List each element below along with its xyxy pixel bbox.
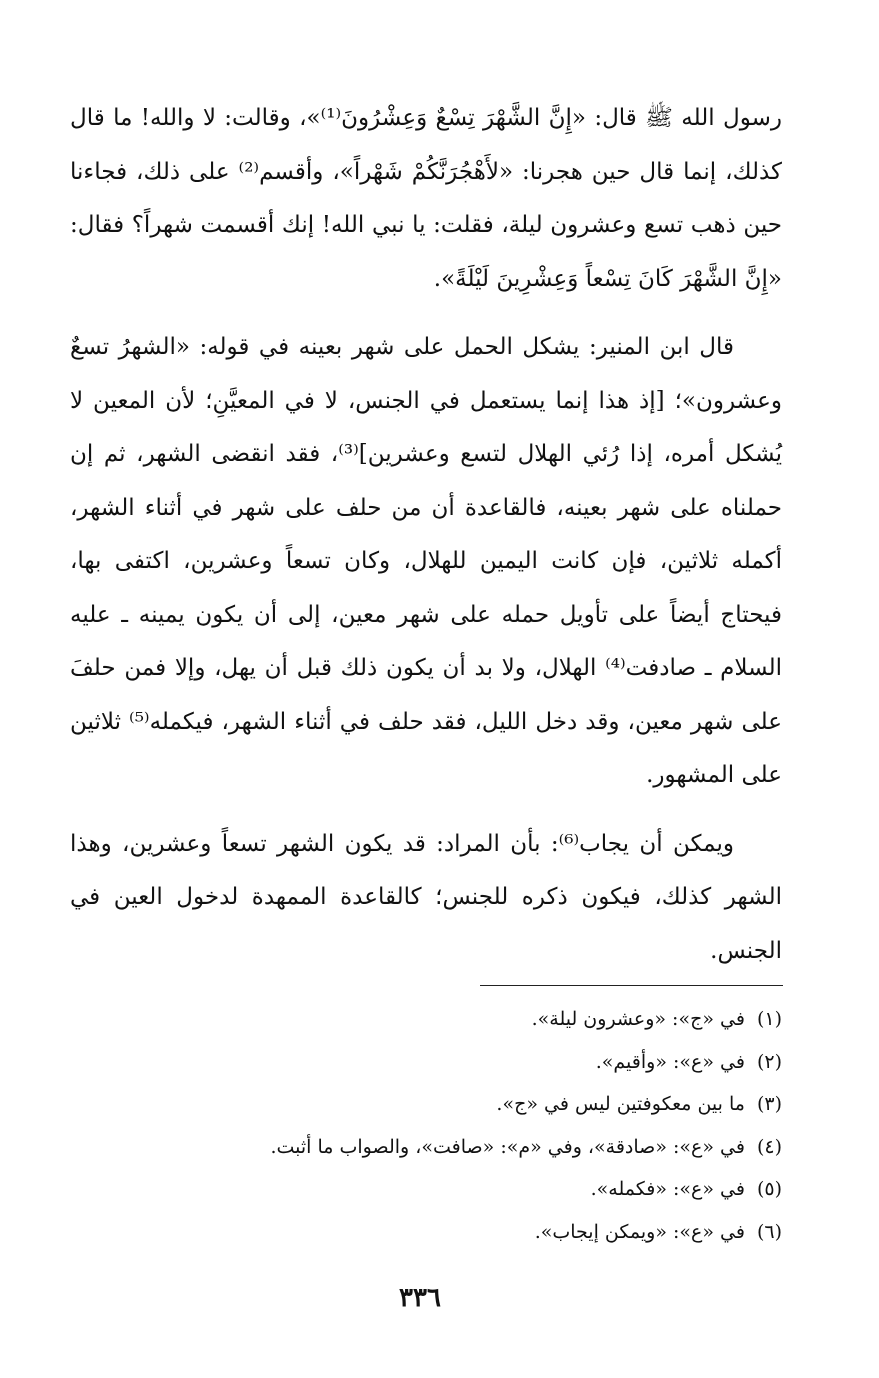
footnote-number: (٤) <box>756 1135 782 1158</box>
paragraph-ibn-al-munir: قال ابن المنير: يشكل الحمل على شهر بعينه في قوله: «الشهرُ تسعٌ وعشرون»؛ [إذ هذا إنما يستعمل في الجنس، لا في المعيَّنِ؛ لأن المعين لا يُشكل أمره، إذا رُئي الهلال لتسع وعشرين]⁽³⁾، فقد انقضى الشهر، ثم إن حملناه على شهر بعينه، فالقاعدة أن من حلف على شهر في أثناء الشهر، أكمله ثلاثين، فإن كانت اليمين للهلال، وكان تسعاً وعشرين، اكتفى بها، فيحتاج أيضاً على تأويل حمله على شهر معين، إلى أن يكون يمينه ـ عليه السلام ـ صادفت⁽⁴⁾ الهلال، ولا بد أن يكون ذلك قبل أن يهل، وإلا فمن حلفَ على شهر معين، وقد دخل الليل، فقد حلف في أثناء الشهر، فيكمله⁽⁵⁾ ثلاثين على المشهور. <box>70 334 782 788</box>
main-text <box>70 92 782 978</box>
footnote-text: في «ع»: «صادقة»، وفي «م»: «صافت»، والصواب ما أثبت. <box>270 1135 745 1158</box>
footnote-number: (١) <box>756 1008 782 1030</box>
footnote-2 <box>120 1041 782 1084</box>
paragraph-answer: ويمكن أن يجاب⁽⁶⁾: بأن المراد: قد يكون الشهر تسعاً وعشرين، وهذا الشهر كذلك، فيكون ذكره للجنس؛ كالقاعدة الممهدة لدخول العين في الجنس. <box>70 830 782 964</box>
footnote-text: في «ع»: «وأقيم». <box>595 1050 745 1073</box>
footnote-number: (٣) <box>756 1093 782 1115</box>
paragraph-hadith: رسول الله ﷺ قال: «إِنَّ الشَّهْرَ تِسْعٌ وَعِشْرُونَ⁽¹⁾»، وقالت: لا والله! ما قال كذلك، إنما قال حين هجرنا: «لأَهْجُرَنَّكُمْ شَهْراً»، وأقسم⁽²⁾ على ذلك، فجاءنا حين ذهب تسع وعشرون ليلة، فقلت: يا نبي الله! إنك أقسمت شهراً؟ فقال: «إِنَّ الشَّهْرَ كَانَ تِسْعاً وَعِشْرِينَ لَيْلَةً». <box>70 105 782 292</box>
footnote-3 <box>120 1083 782 1126</box>
footnotes <box>120 998 782 1253</box>
footnote-number: (٥) <box>756 1178 782 1200</box>
footnote-5 <box>120 1168 782 1211</box>
footnote-separator <box>480 985 783 986</box>
footnote-text: في «ج»: «وعشرون ليلة». <box>531 1008 745 1030</box>
footnote-number: (٢) <box>756 1050 782 1073</box>
page-number: ٣٣٦ <box>399 1283 441 1313</box>
footnote-text: ما بين معكوفتين ليس في «ج». <box>496 1093 745 1115</box>
footnote-1 <box>120 998 782 1041</box>
footnote-4 <box>120 1126 782 1169</box>
footnote-number: (٦) <box>756 1220 782 1243</box>
footnote-text: في «ع»: «فكمله». <box>590 1178 745 1200</box>
footnote-6 <box>120 1211 782 1254</box>
footnote-text: في «ع»: «ويمكن إيجاب». <box>534 1220 745 1243</box>
